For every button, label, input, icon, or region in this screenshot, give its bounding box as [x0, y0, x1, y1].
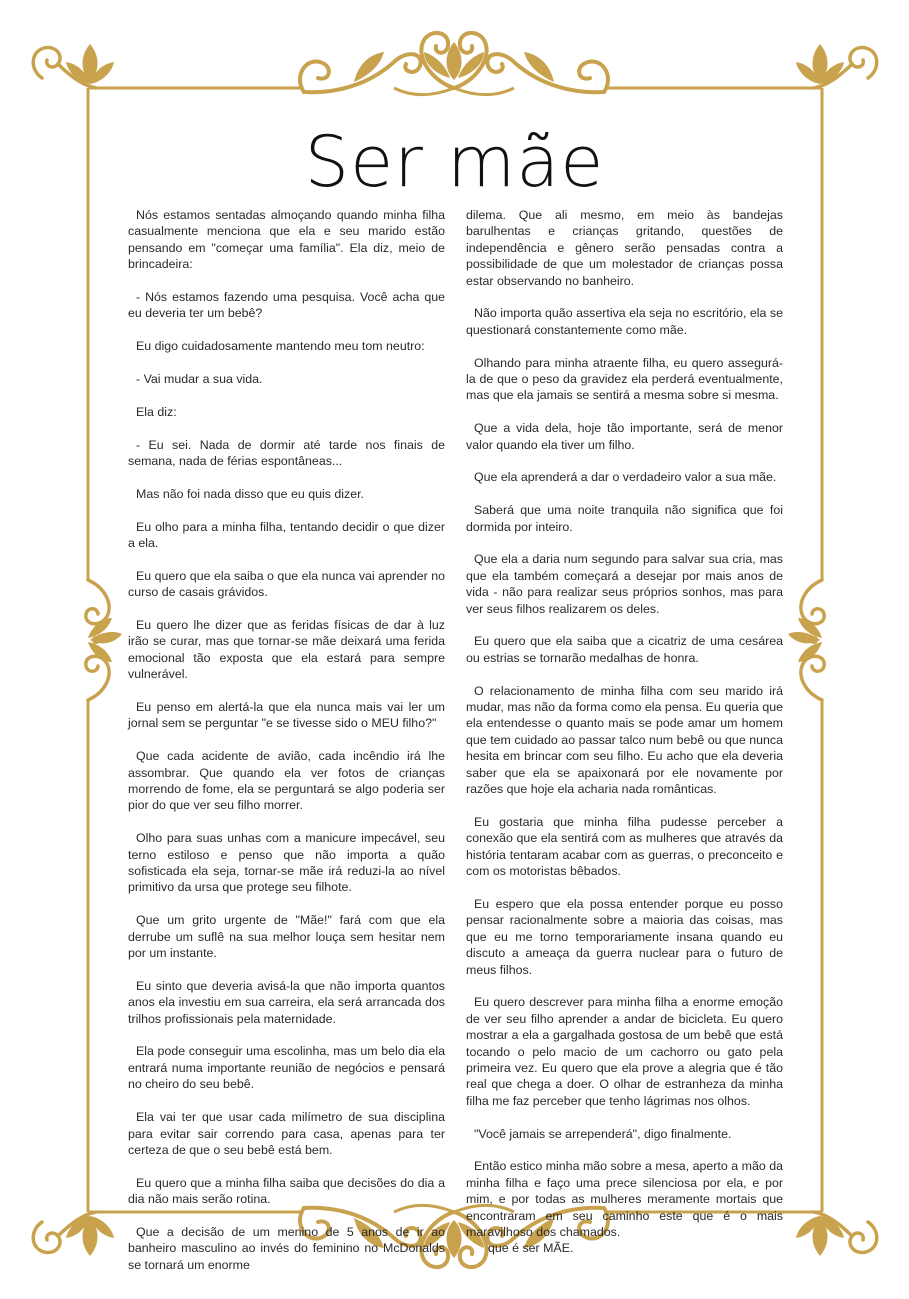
right-side-ornament [788, 580, 824, 700]
corner-ornament-bottom-right [796, 1212, 877, 1256]
paragraph: Eu digo cuidadosamente mantendo meu tom neutro: [136, 339, 425, 354]
paragraph: Que cada acidente de avião, cada incêndio irá lhe assombrar. Que quando ela ver fotos de crianças morrendo de fome, ela se perguntará se algo poderia ser pior do que ver seu filho morrer. [128, 749, 445, 813]
paragraph: Nós estamos sentadas almoçando quando minha filha casualmente menciona que ela e seu marido estão pensando em "começar uma família". Ela diz, meio de brincadeira: [128, 208, 445, 272]
article-column-left [128, 207, 445, 1273]
paragraph: Que a vida dela, hoje tão importante, será de menor valor quando ela tiver um filho. [466, 421, 783, 452]
left-side-ornament [86, 580, 122, 700]
paragraph: Eu olho para a minha filha, tentando decidir o que dizer a ela. [128, 519, 445, 551]
paragraph: Que ela a daria num segundo para salvar sua cria, mas que ela também começará a desejar por mais anos de vida - não para realizar seus próprios sonhos, mas para ver seus filhos realizarem os deles. [466, 552, 783, 616]
paragraph: Então estico minha mão sobre a mesa, aperto a mão da minha filha e faço uma prece silenciosa por ela, e por mim, e por todas as mulheres meramente mortais que encontraram em seu caminho este que é o mais maravilhoso dos chamados. [466, 1159, 783, 1239]
closing-line: que é ser MÃE. [488, 1241, 574, 1256]
top-crest-ornament [300, 33, 608, 95]
paragraph: Eu quero que ela saiba que a cicatriz de uma cesárea ou estrias se tornarão medalhas de honra. [466, 634, 783, 665]
paragraph: Saberá que uma noite tranquila não significa que foi dormida por inteiro. [466, 503, 783, 534]
paragraph: Eu gostaria que minha filha pudesse perceber a conexão que ela sentirá com as mulheres que através da história tentaram acabar com as guerras, o preconceito e com os motoristas bêbados. [466, 814, 783, 879]
paragraph: Ela diz: [136, 404, 177, 419]
paragraph: Olhando para minha atraente filha, eu quero assegurá-la de que o peso da gravidez ela perderá eventualmente, mas que ela jamais se sentirá a mesma sobre si mesma. [466, 355, 783, 403]
article-column-right [466, 207, 783, 1257]
paragraph: Que a decisão de um menino de 5 anos de ir ao banheiro masculino ao invés do feminino no McDonalds se tornará um enorme [128, 1224, 445, 1272]
paragraph: Não importa quão assertiva ela seja no escritório, ela se questionará constantemente como mãe. [466, 306, 783, 337]
paragraph: Que ela aprenderá a dar o verdadeiro valor a sua mãe. [474, 470, 777, 485]
paragraph: - Vai mudar a sua vida. [136, 372, 263, 387]
corner-ornament-top-right [796, 44, 877, 88]
paragraph: Ela vai ter que usar cada milímetro de sua disciplina para evitar sair correndo para casa, apenas para ter certeza de que o seu bebê está bem. [128, 1110, 445, 1157]
paragraph: Eu penso em alertá-la que ela nunca mais vai ler um jornal sem se perguntar "e se tivesse sido o MEU filho?" [128, 700, 445, 731]
paragraph: Que um grito urgente de "Mãe!" fará com que ela derrube um suflê na sua melhor louça sem hesitar nem por um instante. [128, 913, 445, 961]
paragraph: Olho para suas unhas com a manicure impecável, seu terno estiloso e penso que não importa a quão sofisticada ela seja, tornar-se mãe irá reduzi-la ao nível primitivo da ursa que protege seu filhote. [128, 831, 445, 895]
paragraph: Eu quero que ela saiba o que ela nunca vai aprender no curso de casais grávidos. [128, 568, 445, 600]
paragraph: "Você jamais se arrependerá", digo finalmente. [474, 1126, 732, 1141]
paragraph: - Eu sei. Nada de dormir até tarde nos finais de semana, nada de férias espontâneas... [128, 437, 445, 469]
paragraph: - Nós estamos fazendo uma pesquisa. Você acha que eu deveria ter um bebê? [128, 290, 445, 321]
corner-ornament-bottom-left [33, 1212, 114, 1256]
paragraph: Eu sinto que deveria avisá-la que não importa quantos anos ela investiu em sua carreira, ela será arrancada dos trilhos profissionais pela maternidade. [128, 978, 445, 1026]
corner-ornament-top-left [33, 44, 114, 88]
paragraph: dilema. Que ali mesmo, em meio às bandejas barulhentas e crianças gritando, questões de independência e gênero serão pensadas contra a possibilidade de que um molestador de crianças possa estar observando no banheiro. [466, 208, 783, 288]
paragraph: Eu quero que a minha filha saiba que decisões do dia a dia não mais serão rotina. [128, 1175, 445, 1207]
paragraph: Eu quero lhe dizer que as feridas físicas de dar à luz irão se curar, mas que tornar-se mãe deixará uma ferida emocional tão exposta que ela estará para sempre vulnerável. [128, 618, 445, 682]
paragraph: Eu quero descrever para minha filha a enorme emoção de ver seu filho aprender a andar de bicicleta. Eu quero mostrar a ela a gargalhada gostosa de um bebê que está tocando o pelo macio de um cachorro ou gato pela primeira vez. Eu quero que ela prove a alegria que é tão real que chega a doer. O olhar de estranheza da minha filha me faz perceber que tenho lágrimas nos olhos. [466, 995, 783, 1108]
paragraph: Mas não foi nada disso que eu quis dizer. [136, 486, 364, 501]
paragraph: Eu espero que ela possa entender porque eu posso pensar racionalmente sobre a maioria das coisas, mas que eu me torno temporariamente insana quando eu discuto a ameaça da guerra nuclear para o futuro de meus filhos. [466, 896, 783, 977]
page-title: Ser mãe [304, 121, 605, 203]
paragraph: O relacionamento de minha filha com seu marido irá mudar, mas não da forma como ela pensa. Eu queria que ela entendesse o quanto mais se pode amar um homem que tem cuidado ao passar talco num bebê ou que nunca hesita em brincar com seu filho. Eu acho que ela deveria saber que ela se apaixonará por ele novamente por razões que hoje ela acharia nada românticas. [466, 683, 783, 797]
paragraph: Ela pode conseguir uma escolinha, mas um belo dia ela entrará numa importante reunião de negócios e pensará no cheiro do seu bebê. [128, 1044, 445, 1092]
